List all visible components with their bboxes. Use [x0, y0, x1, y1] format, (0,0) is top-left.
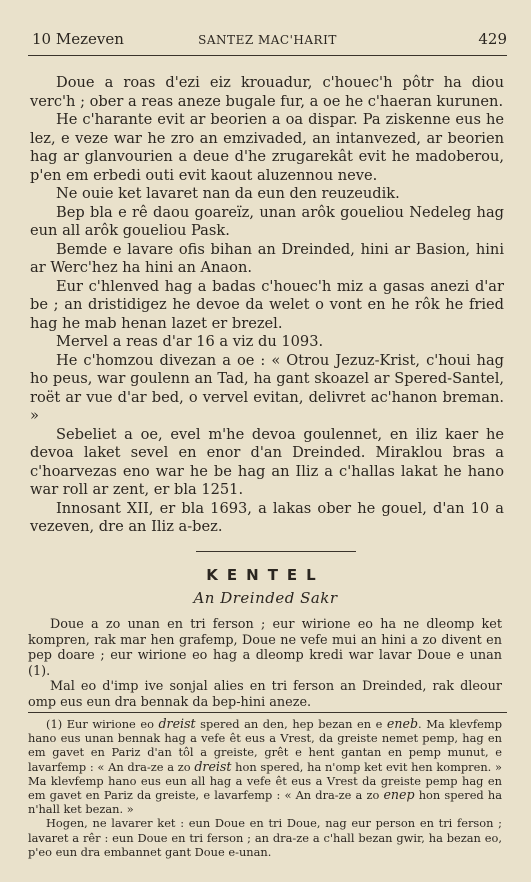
header-rule [28, 55, 507, 56]
footnote-text [28, 717, 502, 859]
lesson-text [28, 617, 502, 711]
footnote-run: Hogen, ne lavarer ket : eun Doue en tri Doue, nag eur person en tri ferson ; lavaret a rêr : eun Doue en tri ferson ; an dra-ze a c'hall bezan gwir, ha bezan eo, p'eo eun dra embannet gant Doue e-unan. [28, 816, 502, 859]
main-paragraph: Bep bla e rê daou goareïz, unan arôk goueliou Nedeleg hag eun all arôk goueliou Pask. [30, 203, 504, 239]
footnote-italic-word: enep [383, 787, 415, 803]
page-number: 429 [478, 30, 507, 48]
footnote-rule [28, 712, 507, 713]
main-paragraph: Innosant XII, er bla 1693, a lakas ober he gouel, d'an 10 a vezeven, dre an Iliz a-bez. [30, 499, 504, 535]
header-title: SANTEZ MAC'HARIT [198, 33, 337, 47]
section-divider [196, 551, 356, 552]
footnote-italic-word: dreist [194, 758, 232, 774]
main-paragraph: He c'harante evit ar beorien a oa dispar. Pa ziskenne eus he lez, e veze war he zro an emzivaded, an intanvezed, ar beorien hag ar glanvourien a deue d'he zrugarekât evit he madoberou, p'en em erbedi outi evit kaout aluzennou neve. [30, 111, 504, 184]
footnote-run: . Ma klevfemp hano eus unan bennak hag a vefe êt eus a Vrest, da greiste nemet pemp, hag en em gavet en Pariz d'an tôl a greiste, grêt e hent gantan en pemp munut, e lavarfemp : « An dra-ze a zo [28, 717, 502, 774]
main-paragraph: Ne ouie ket lavaret nan da eun den reuzeudik. [56, 185, 400, 202]
lesson-paragraph: Mal eo d'imp ive sonjal alies en tri ferson an Dreinded, rak dleour omp eus eun dra bennak da bep-hini aneze. [28, 679, 502, 710]
main-text [30, 74, 504, 537]
footnote-run: hon spered, ha n'omp ket evit hen kompren. » Ma klevfemp hano eus eun all hag a vefe êt eus a Vrest da greiste pemp hag en em gavet en Pariz da greiste, e lavarfemp : « An dra-ze a zo [28, 759, 502, 803]
footnote-run: hon spered ha n'hall ket bezan. » [28, 788, 502, 817]
footnote-paragraph [28, 816, 502, 859]
main-paragraph: Bemde e lavare ofis bihan an Dreinded, hini ar Basion, hini ar Werc'hez ha hini an Anaon. [30, 240, 504, 276]
section-subtitle: An Dreinded Sakr [193, 589, 338, 607]
footnote-run: spered an den, hep bezan en e [195, 717, 387, 731]
main-paragraph: Eur c'hlenved hag a badas c'houec'h miz a gasas anezi d'ar be ; an dristidigez he devoe da welet o vont en he rôk he fried hag he mab henan lazet er brezel. [30, 277, 504, 332]
lesson-paragraph: Doue a zo unan en tri ferson ; eur wirione eo ha ne dleomp ket kompren, rak mar hen grafemp, Doue ne vefe mui an hini a zo divent en pep doare ; eur wirione eo hag a dleomp kredi war lavar Doue e unan (1). [28, 617, 502, 679]
footnote-italic-word: dreist [158, 716, 196, 731]
footnote-run: (1) Eur wirione eo [46, 717, 159, 731]
footnote-paragraph [28, 717, 502, 816]
main-paragraph: Doue a roas d'ezi eiz krouadur, c'houec'h pôtr ha diou verc'h ; ober a reas aneze bugale fur, a oe he c'haeran kurunen. [30, 74, 504, 110]
main-paragraph: He c'homzou divezan a oe : « Otrou Jezuz-Krist, c'houi hag ho peus, war goulenn an Tad, ha gant skoazel ar Spered-Santel, roët ar vue d'ar bed, o vervel evitan, delivret ac'hanon breman. » [30, 351, 504, 424]
footnote-italic-word: eneb [386, 716, 419, 731]
main-paragraph: Mervel a reas d'ar 16 a viz du 1093. [56, 333, 324, 350]
running-header [28, 30, 507, 54]
section-title: KENTEL [206, 566, 325, 584]
header-date: 10 Mezeven [32, 30, 124, 48]
main-paragraph: Sebeliet a oe, evel m'he devoa goulennet, en iliz kaer he devoa laket sevel en enor d'an Dreinded. Miraklou bras a c'hoarvezas eno war he be hag an Iliz a c'hallas lakat he hano war roll ar zent, er bla 1251. [30, 425, 504, 498]
